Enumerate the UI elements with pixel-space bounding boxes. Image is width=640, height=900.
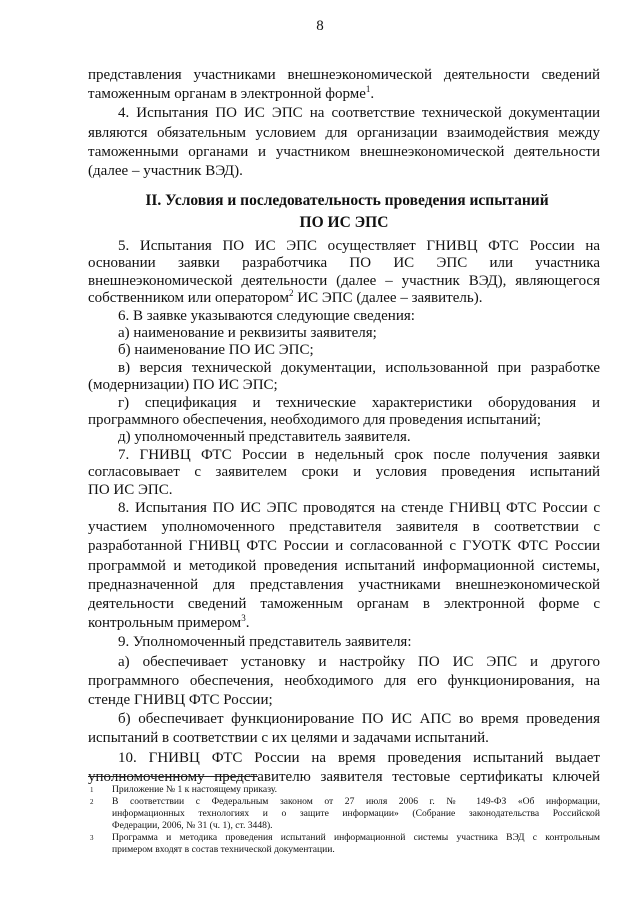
text-line — [88, 633, 600, 652]
footnote-number: 1 — [90, 786, 94, 794]
section-heading-line: ПО ИС ЭПС — [299, 214, 389, 231]
line-text: разработанной ГНИВЦ ФТС России и согласованной с ГУОТК ФТС России — [88, 538, 600, 555]
footnote — [88, 796, 600, 832]
text-line — [88, 325, 600, 342]
line-text: согласовывает с заявителем сроки и условия проведения испытаний — [88, 464, 600, 481]
section-heading — [88, 190, 600, 234]
paragraph — [88, 395, 600, 430]
footnote-text — [112, 832, 600, 856]
text-line — [88, 614, 600, 633]
paragraph — [88, 66, 600, 104]
line-text: ИС ЭПС (далее – заявитель). — [293, 290, 483, 307]
line-text: контрольным примером — [88, 615, 242, 632]
line-text: программного обеспечения, необходимого для проведения испытаний; — [88, 412, 542, 429]
line-text: 4. Испытания ПО ИС ЭПС на соответствие технической документации — [118, 105, 600, 122]
text-line — [88, 342, 600, 359]
text-line — [88, 537, 600, 556]
line-text: в) версия технической документации, использованной при разработке — [118, 359, 600, 376]
paragraph — [88, 325, 600, 342]
line-text: уполномоченному представителю заявителя тестовые сертификаты ключей — [88, 768, 600, 785]
line-text: б) наименование ПО ИС ЭПС; — [118, 342, 314, 359]
text-line — [88, 710, 600, 729]
text-line — [88, 576, 600, 595]
text-line — [88, 377, 600, 394]
text-line — [88, 255, 600, 272]
text-line — [88, 429, 600, 446]
line-text: г) спецификация и технические характеристики оборудования и — [118, 394, 600, 411]
footnotes — [88, 784, 600, 856]
line-text: б) обеспечивает функционирование ПО ИС АПС во время проведения — [118, 711, 600, 728]
paragraph — [88, 429, 600, 446]
footnote-line: Программа и методика проведения испытаний информационной системы участника ВЭД с контрольным — [112, 832, 600, 843]
line-text: (далее – участник ВЭД). — [88, 163, 243, 180]
footnote-line: В соответствии с Федеральным законом от 27 июля 2006 г. № 149-ФЗ «Об информации, — [112, 796, 600, 807]
footnote-text — [112, 796, 600, 832]
line-text: 6. В заявке указываются следующие сведения: — [118, 307, 415, 324]
line-text: участием уполномоченного представителя заявителя в соответствии с — [88, 519, 600, 536]
line-text: представления участниками внешнеэкономической деятельности сведений — [88, 67, 600, 83]
line-text: программного обеспечения, необходимого для его функционирования, на — [88, 672, 600, 689]
paragraph — [88, 499, 600, 633]
line-text: программой и методикой проведения испытаний информационной системы, — [88, 557, 600, 574]
paragraph — [88, 447, 600, 499]
body-block-testing — [88, 499, 600, 787]
text-line — [88, 238, 600, 255]
line-text: 10. ГНИВЦ ФТС России на время проведения испытаний выдает — [118, 749, 600, 766]
text-line — [88, 595, 600, 614]
line-text: 9. Уполномоченный представитель заявителя: — [118, 634, 412, 651]
line-text: деятельности сведений таможенным органам в электронной форме с — [88, 596, 600, 613]
body-block-application — [88, 238, 600, 499]
paragraph — [88, 104, 600, 181]
line-text: стенде ГНИВЦ ФТС России; — [88, 692, 273, 709]
footnote-text — [112, 784, 600, 796]
section-heading-line: II. Условия и последовательность проведения испытаний — [145, 192, 549, 209]
paragraph — [88, 653, 600, 711]
line-text: 7. ГНИВЦ ФТС России в недельный срок после получения заявки — [118, 446, 600, 463]
text-line — [88, 395, 600, 412]
text-line — [88, 447, 600, 464]
line-text: 5. Испытания ПО ИС ЭПС осуществляет ГНИВЦ ФТС России на — [118, 238, 600, 254]
footnote-ref: 2 — [289, 288, 294, 299]
line-text: . — [245, 615, 250, 632]
text-line — [88, 499, 600, 518]
line-text: таможенными органами и участником внешнеэкономической деятельности — [88, 143, 600, 160]
text-line — [88, 162, 600, 181]
text-line — [88, 557, 600, 576]
page-number: 8 — [316, 18, 324, 34]
text-line — [88, 518, 600, 537]
footnote-line: Приложение № 1 к настоящему приказу. — [112, 784, 278, 795]
line-text: ПО ИС ЭПС. — [88, 481, 173, 498]
line-text: внешнеэкономической деятельности (далее – участник ВЭД), являющегося — [88, 272, 600, 289]
line-text: а) наименование и реквизиты заявителя; — [118, 325, 377, 342]
footnote-separator — [88, 776, 258, 777]
paragraph — [88, 710, 600, 748]
text-line — [88, 85, 600, 104]
text-line — [88, 653, 600, 672]
line-text: 8. Испытания ПО ИС ЭПС проводятся на стенде ГНИВЦ ФТС России с — [118, 500, 600, 516]
paragraph — [88, 633, 600, 652]
footnote-line: информационных технологиях и о защите информации» (Собрание законодательства Российской — [112, 808, 600, 819]
line-text: (модернизации) ПО ИС ЭПС; — [88, 377, 278, 394]
paragraph — [88, 308, 600, 325]
footnote — [88, 832, 600, 856]
text-line — [88, 104, 600, 123]
line-text: . — [370, 86, 375, 103]
footnote-ref: 1 — [365, 84, 371, 95]
line-text: основании заявки разработчика ПО ИС ЭПС или участника — [88, 255, 600, 272]
line-text: предназначенной для представления участниками внешнеэкономической — [88, 576, 600, 593]
text-line — [88, 672, 600, 691]
line-text: а) обеспечивает установку и настройку ПО ИС ЭПС и другого — [118, 653, 600, 670]
text-line — [88, 290, 600, 307]
text-line — [88, 749, 600, 768]
text-line — [88, 482, 600, 499]
text-line — [88, 124, 600, 143]
line-text: таможенным органам в электронной форме — [88, 86, 366, 103]
text-line — [88, 729, 600, 748]
footnote-number: 2 — [90, 798, 94, 806]
text-line — [88, 691, 600, 710]
line-text: собственником или оператором — [88, 290, 290, 307]
line-text: д) уполномоченный представитель заявителя. — [118, 429, 411, 446]
paragraph — [88, 342, 600, 359]
line-text: являются обязательным условием для организации взаимодействия между — [88, 124, 600, 141]
paragraph — [88, 749, 600, 787]
text-line — [88, 360, 600, 377]
footnote-number: 3 — [90, 834, 94, 842]
text-line — [88, 143, 600, 162]
paragraph — [88, 238, 600, 308]
text-line — [88, 66, 600, 85]
text-line — [88, 273, 600, 290]
footnote-ref: 3 — [241, 613, 246, 624]
text-line — [88, 412, 600, 429]
paragraph — [88, 360, 600, 395]
footnote-line: примером входят в состав технической документации. — [112, 844, 335, 855]
footnote-line: Федерации, 2006, № 31 (ч. 1), ст. 3448). — [112, 820, 273, 831]
footnote — [88, 784, 600, 796]
line-text: испытаний в соответствии с их целями и задачами испытаний. — [88, 730, 489, 747]
text-line — [88, 308, 600, 325]
text-line — [88, 464, 600, 481]
body-block-intro — [88, 66, 600, 181]
